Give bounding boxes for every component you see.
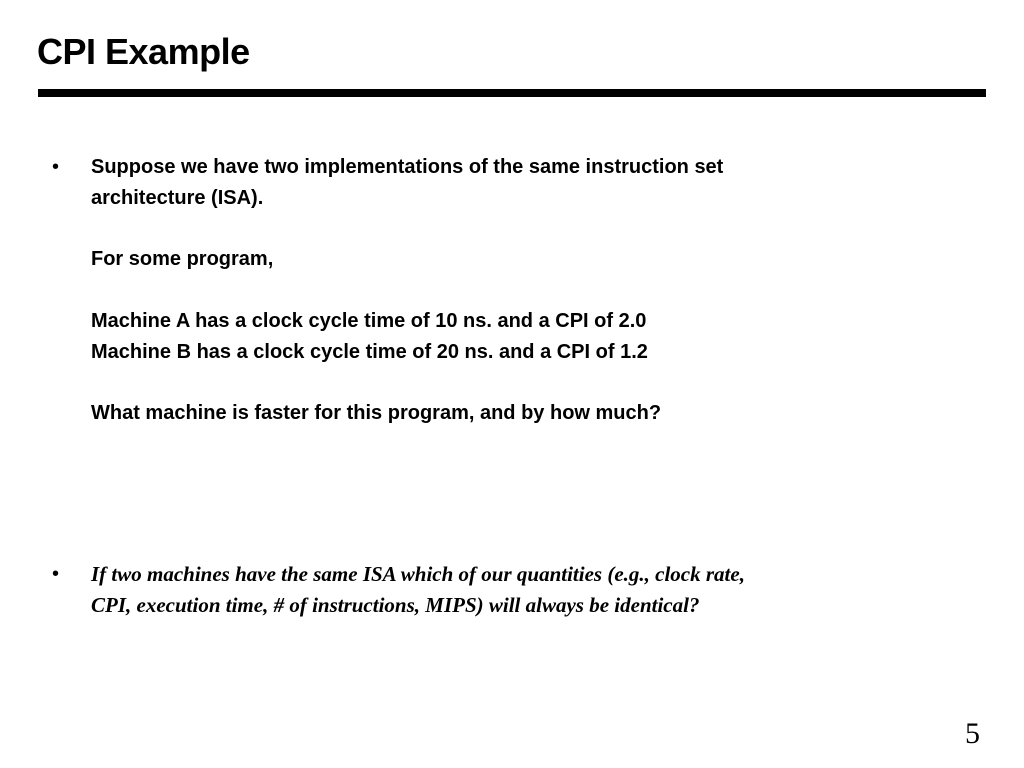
bullet-marker: • [52,563,60,585]
question-line: What machine is faster for this program, and by how much? [91,402,662,424]
title-divider [38,89,986,97]
paragraph-gap [91,275,952,306]
paragraph-gap [91,214,952,245]
machine-b-line: Machine B has a clock cycle time of 20 ns. and a CPI of 1.2 [91,340,648,363]
bullet-item-isa-quantities [52,559,952,620]
page-number: 5 [965,717,980,750]
bullet-marker: • [52,156,60,178]
machine-a-line: Machine A has a clock cycle time of 10 ns. and a CPI of 2.0 [91,309,647,332]
bullet-body [91,559,952,620]
bullet-item-question [52,152,952,429]
bullet-text-line: architecture (ISA). [91,186,264,209]
bullet-text-line: If two machines have the same ISA which of our quantities (e.g., clock rate, [91,562,745,586]
paragraph-gap [91,367,952,398]
bullet-text-line: CPI, execution time, # of instructions, MIPS) will always be identical? [91,592,700,617]
bullet-text-line: For some program, [91,248,274,271]
bullet-body [91,152,952,429]
slide-title: CPI Example [37,31,250,72]
bullet-text-line: Suppose we have two implementations of the same instruction set [91,156,724,178]
